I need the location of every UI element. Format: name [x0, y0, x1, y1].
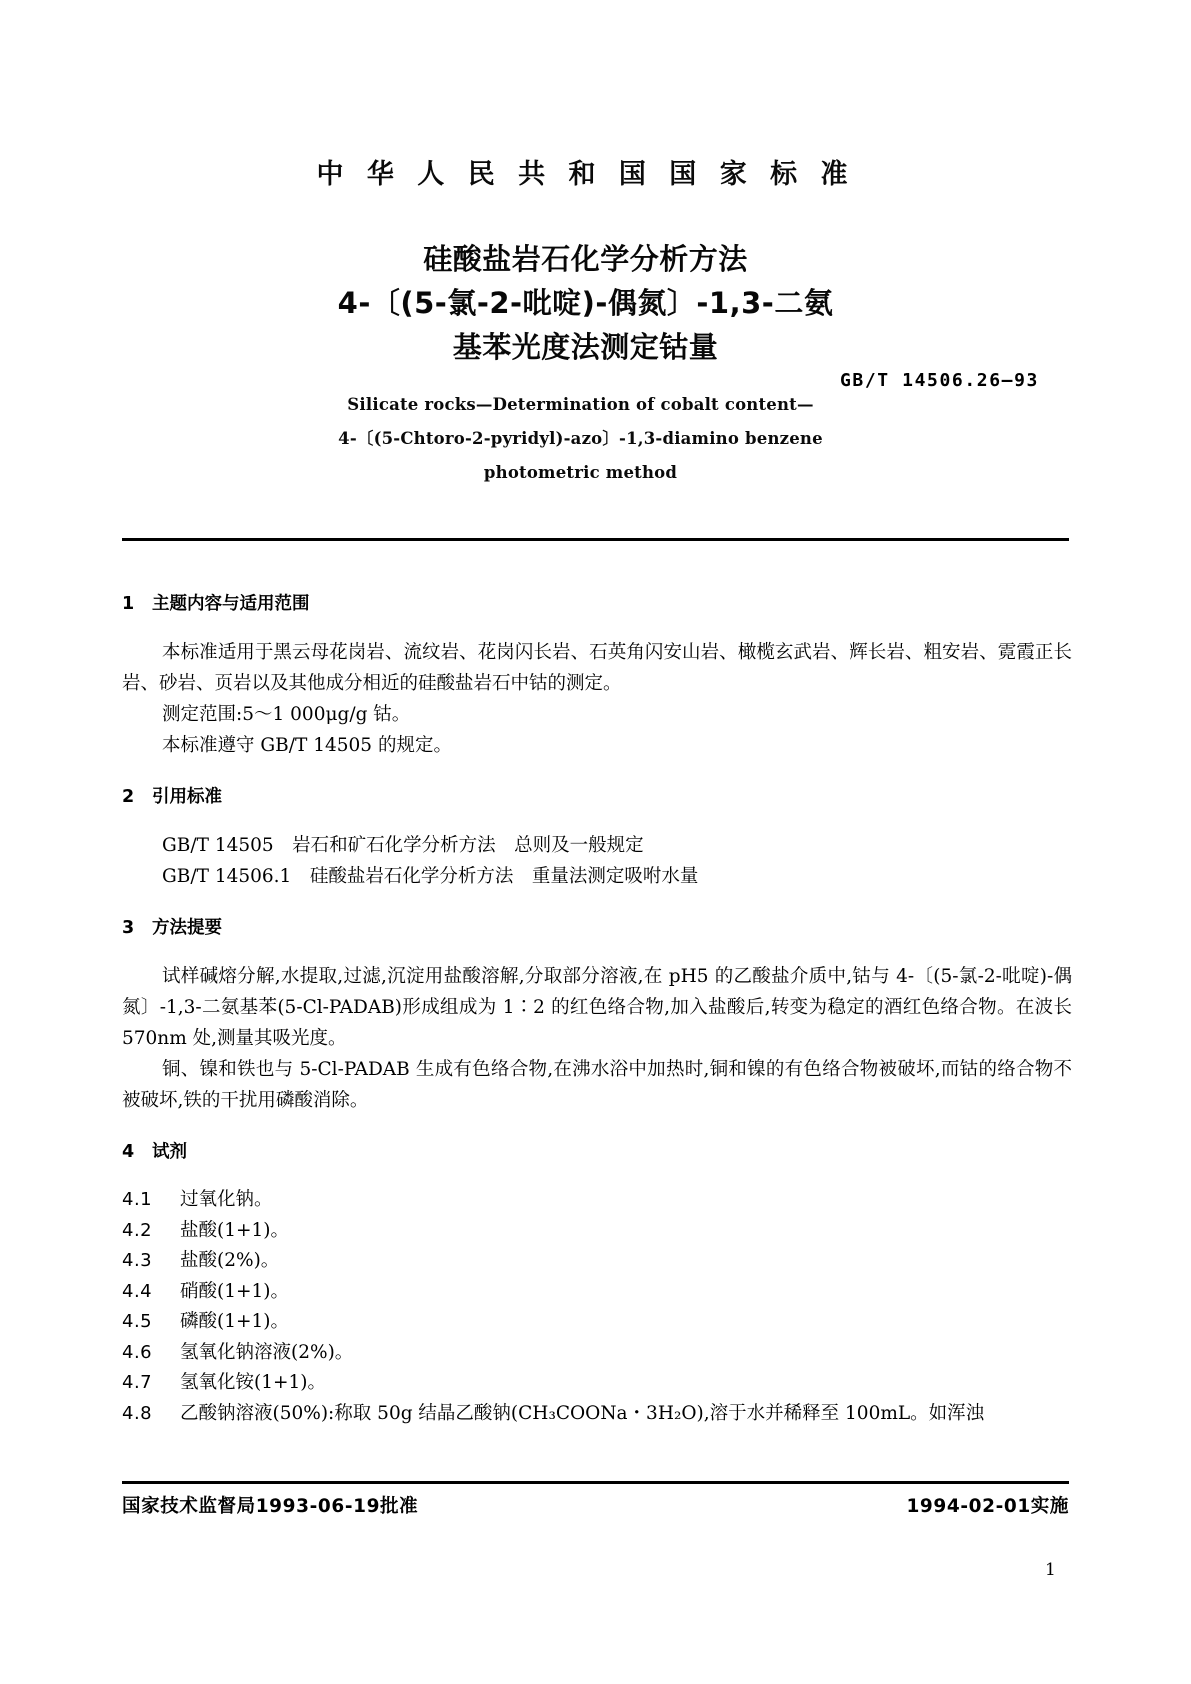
section-number-4: 4: [122, 1142, 135, 1162]
section-title-1: 主题内容与适用范围: [152, 594, 310, 614]
section-1-paragraph-1: 本标准适用于黑云母花岗岩、流纹岩、花岗闪长岩、石英角闪安山岩、橄榄玄武岩、辉长岩、粗安岩、霓霞正长岩、砂岩、页岩以及其他成分相近的硅酸盐岩石中钴的测定。: [122, 642, 1072, 694]
reagent-text: 氢氧化钠溶液(2%)。: [180, 1341, 354, 1363]
reagent-number: 4.5: [122, 1311, 153, 1332]
reagent-text: 盐酸(1+1)。: [180, 1219, 289, 1241]
section-3-paragraph-1: 试样碱熔分解,水提取,过滤,沉淀用盐酸溶解,分取部分溶液,在 pH5 的乙酸盐介质中,钴与 4-〔(5-氯-2-吡啶)-偶氮〕-1,3-二氨基苯(5-Cl-PADAB)形成组成为 1∶2 的红色络合物,加入盐酸后,转变为稳定的酒红色络合物。在波长 570nm 处,测量其吸光度。: [122, 966, 1072, 1049]
section-3-paragraph-2: 铜、镍和铁也与 5-Cl-PADAB 生成有色络合物,在沸水浴中加热时,铜和镍的有色络合物被破坏,而钴的络合物不被破坏,铁的干扰用磷酸消除。: [122, 1059, 1072, 1111]
header-divider: [122, 538, 1069, 541]
reagent-item: [122, 1216, 1072, 1247]
reagent-text: 磷酸(1+1)。: [180, 1311, 289, 1332]
english-title-line-1: Silicate rocks—Determination of cobalt content—: [347, 395, 814, 414]
english-title-line-2: 4-〔(5-Chtoro-2-pyridyl)-azo〕-1,3-diamino benzene: [338, 429, 823, 448]
reagent-item: [122, 1399, 1072, 1430]
referenced-standard-item: GB/T 14505 岩石和矿石化学分析方法 总则及一般规定: [162, 835, 644, 856]
english-title-line-3: photometric method: [483, 463, 678, 482]
section-heading-2: [122, 783, 1072, 808]
section-title-3: 方法提要: [152, 918, 222, 938]
section-1-paragraph-2: 测定范围:5～1 000μg/g 钴。: [162, 704, 411, 725]
reagent-number: 4.8: [122, 1402, 153, 1424]
section-number-1: 1: [122, 594, 135, 614]
section-1-paragraph-3: 本标准遵守 GB/T 14505 的规定。: [162, 735, 452, 756]
section-title-4: 试剂: [152, 1142, 187, 1162]
reagent-text: 氢氧化铵(1+1)。: [180, 1372, 326, 1393]
page-number: 1: [1045, 1560, 1056, 1580]
section-heading-3: [122, 914, 1072, 939]
section-heading-1: [122, 590, 1072, 615]
reagent-item: [122, 1338, 1072, 1369]
page-title-line-3: 基苯光度法测定钴量: [452, 330, 719, 364]
english-title-group: [0, 388, 1191, 490]
reagent-text: 盐酸(2%)。: [180, 1250, 280, 1271]
reagent-item: [122, 1307, 1072, 1338]
reagent-text: 硝酸(1+1)。: [180, 1280, 289, 1302]
page-title-line-2: 4-〔(5-氯-2-吡啶)-偶氮〕-1,3-二氨: [337, 286, 834, 320]
approval-statement: 国家技术监督局1993-06-19批准: [122, 1496, 419, 1517]
section-number-2: 2: [122, 787, 135, 807]
reagent-text: 过氧化钠。: [180, 1189, 273, 1210]
document-body: [122, 590, 1072, 1429]
national-standard-banner: 中 华 人 民 共 和 国 国 家 标 准: [316, 159, 855, 190]
standard-number: GB/T 14506.26—93: [840, 370, 1039, 391]
document-footer: [122, 1492, 1069, 1518]
reagent-item: [122, 1246, 1072, 1277]
reagent-number: 4.7: [122, 1372, 153, 1393]
reagent-number: 4.4: [122, 1280, 153, 1302]
implementation-statement: 1994-02-01实施: [906, 1496, 1069, 1517]
section-heading-4: [122, 1138, 1072, 1163]
page-title-line-1: 硅酸盐岩石化学分析方法: [423, 242, 748, 276]
reagent-number: 4.2: [122, 1219, 153, 1241]
reagent-item: [122, 1185, 1072, 1216]
section-title-2: 引用标准: [152, 787, 222, 807]
referenced-standard-item: GB/T 14506.1 硅酸盐岩石化学分析方法 重量法测定吸咐水量: [162, 866, 699, 887]
reagent-item: [122, 1368, 1072, 1399]
section-number-3: 3: [122, 918, 135, 938]
reagent-number: 4.6: [122, 1341, 153, 1363]
reagent-number: 4.3: [122, 1250, 153, 1271]
reagent-number: 4.1: [122, 1189, 153, 1210]
document-title-group: [0, 237, 1191, 369]
reagent-text: 乙酸钠溶液(50%):称取 50g 结晶乙酸钠(CH₃COONa・3H₂O),溶于水并稀释至 100mL。如浑浊: [180, 1402, 985, 1424]
footer-divider: [122, 1481, 1069, 1484]
reagent-item: [122, 1277, 1072, 1308]
cover-header: [0, 152, 1191, 369]
